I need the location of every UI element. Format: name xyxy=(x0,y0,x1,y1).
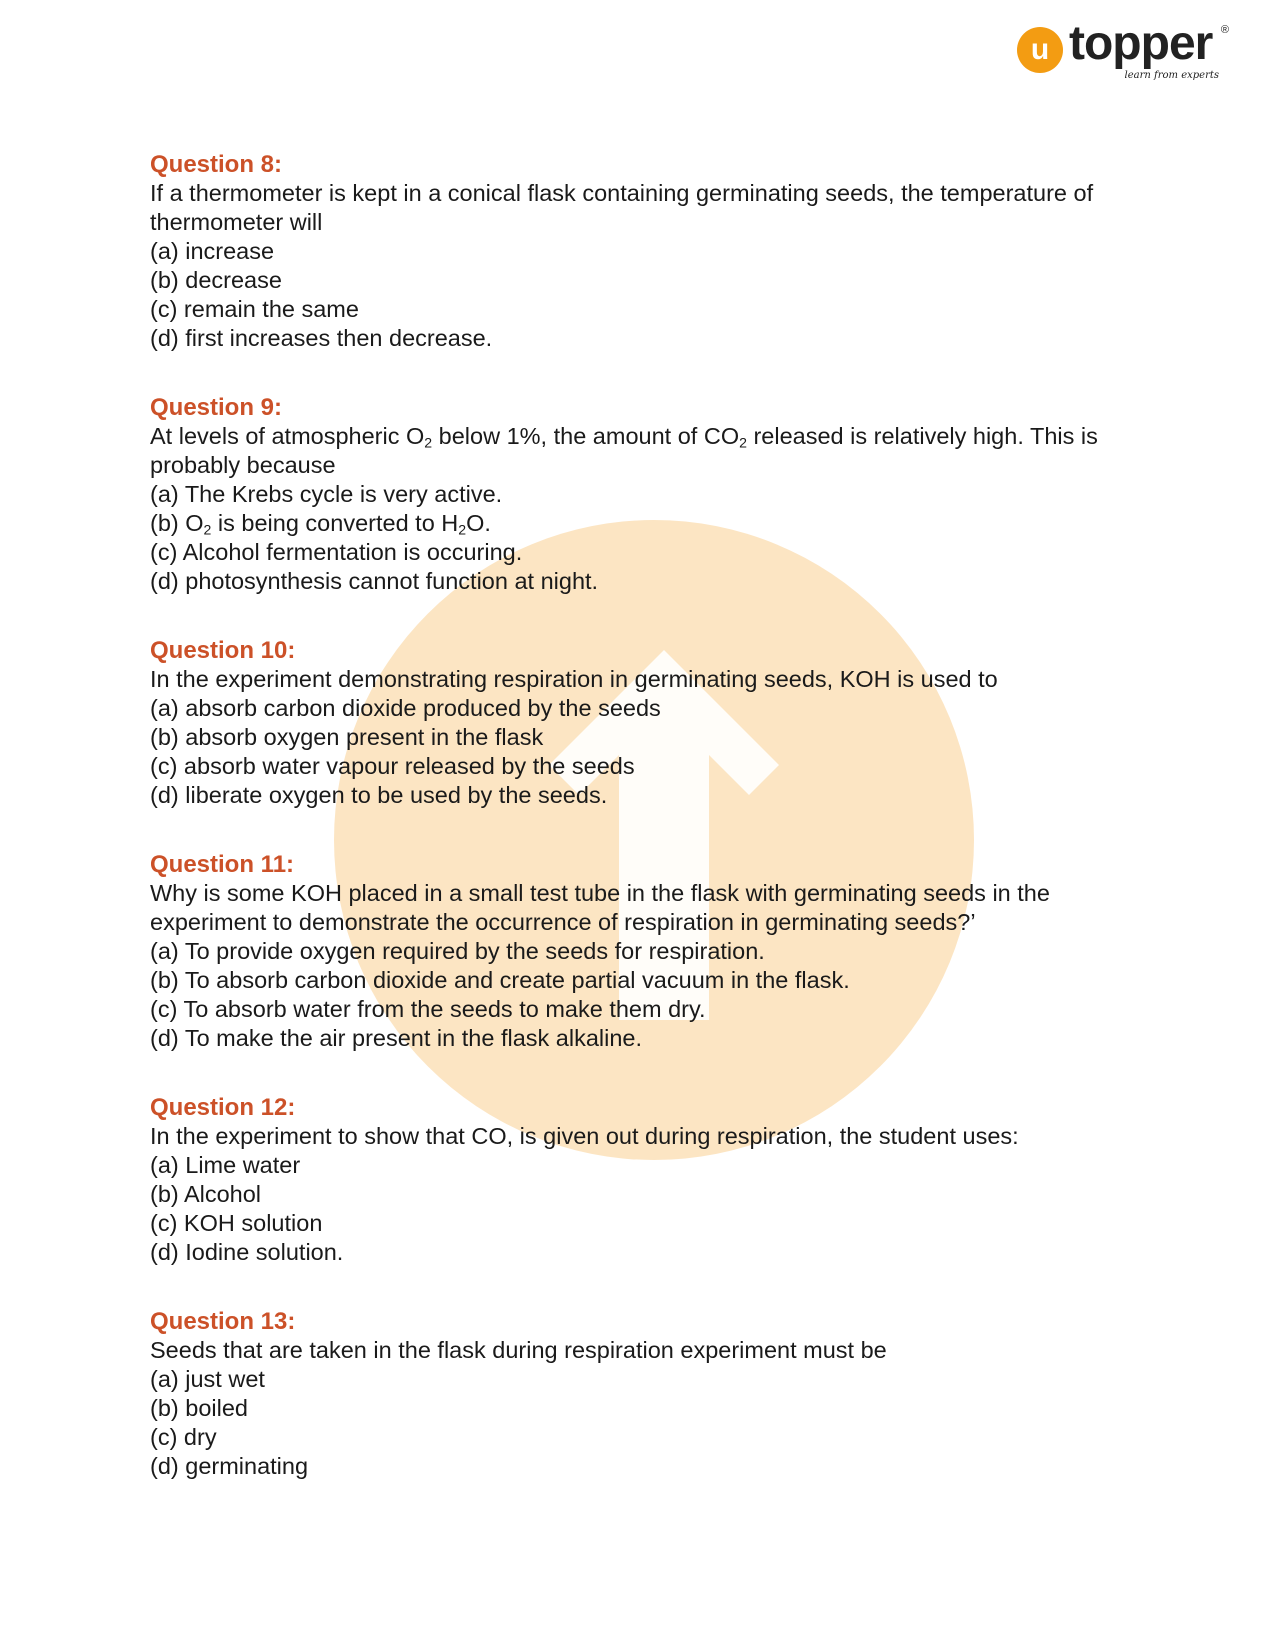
answer-option: (c) absorb water vapour released by the seeds xyxy=(150,753,635,779)
answer-option: (d) To make the air present in the flask alkaline. xyxy=(150,1025,643,1051)
question-text: If a thermometer is kept in a conical flask containing germinating seeds, the temperature of thermometer will xyxy=(150,180,1094,235)
question-title: Question 11: xyxy=(150,851,295,878)
answer-option: (b) boiled xyxy=(150,1395,248,1421)
answer-option: (c) remain the same xyxy=(150,296,359,322)
answer-option: (d) first increases then decrease. xyxy=(150,325,493,351)
answer-option: (d) photosynthesis cannot function at night. xyxy=(150,568,599,594)
question-text: At levels of atmospheric $O_2$ below 1%, the amount of $CO_2$ released is relatively high. This is probably because xyxy=(150,423,1098,478)
registered-mark: ® xyxy=(1220,24,1229,36)
answer-option: (a) increase xyxy=(150,238,275,264)
question-block xyxy=(150,850,1150,1053)
question-title: Question 9: xyxy=(150,394,283,421)
question-title: Question 13: xyxy=(150,1308,296,1335)
logo-tagline: learn from experts xyxy=(1124,70,1219,81)
answer-option: (c) KOH solution xyxy=(150,1210,323,1236)
answer-option: (b) decrease xyxy=(150,267,282,293)
answer-option: (a) absorb carbon dioxide produced by the seeds xyxy=(150,695,661,721)
question-block xyxy=(150,150,1150,353)
answer-option: (d) liberate oxygen to be used by the seeds. xyxy=(150,782,608,808)
question-title: Question 12: xyxy=(150,1094,296,1121)
question-block xyxy=(150,1307,1150,1481)
question-block xyxy=(150,636,1150,810)
question-list xyxy=(150,150,1150,1521)
topper-logo xyxy=(1017,17,1229,86)
question-block xyxy=(150,1093,1150,1267)
question-text: Seeds that are taken in the flask during respiration experiment must be xyxy=(150,1337,887,1363)
answer-option: (a) just wet xyxy=(150,1366,265,1392)
answer-option: (c) To absorb water from the seeds to make them dry. xyxy=(150,996,706,1022)
answer-option: (b) $O_2$ is being converted to $H_2O$. xyxy=(150,510,491,538)
answer-option: (c) Alcohol fermentation is occuring. xyxy=(150,539,523,565)
logo-wordmark: topper xyxy=(1069,17,1213,70)
question-text: In the experiment to show that CO, is given out during respiration, the student uses: xyxy=(150,1123,1019,1149)
answer-option: (d) Iodine solution. xyxy=(150,1239,344,1265)
answer-option: (a) Lime water xyxy=(150,1152,301,1178)
question-title: Question 8: xyxy=(150,151,283,178)
answer-option: (a) To provide oxygen required by the seeds for respiration. xyxy=(150,938,765,964)
answer-option: (a) The Krebs cycle is very active. xyxy=(150,481,503,507)
answer-option: (b) absorb oxygen present in the flask xyxy=(150,724,544,750)
question-text: Why is some KOH placed in a small test tube in the flask with germinating seeds in the experiment to demonstrate the occurrence of respiration in germinating seeds?’ xyxy=(150,880,1050,935)
question-text: In the experiment demonstrating respiration in germinating seeds, KOH is used to xyxy=(150,666,998,692)
answer-option: (d) germinating xyxy=(150,1453,309,1479)
answer-option: (c) dry xyxy=(150,1424,217,1450)
answer-option: (b) Alcohol xyxy=(150,1181,262,1207)
question-block xyxy=(150,393,1150,596)
logo-mark-icon: u xyxy=(1017,27,1063,73)
answer-option: (b) To absorb carbon dioxide and create partial vacuum in the flask. xyxy=(150,967,850,993)
question-title: Question 10: xyxy=(150,637,296,664)
